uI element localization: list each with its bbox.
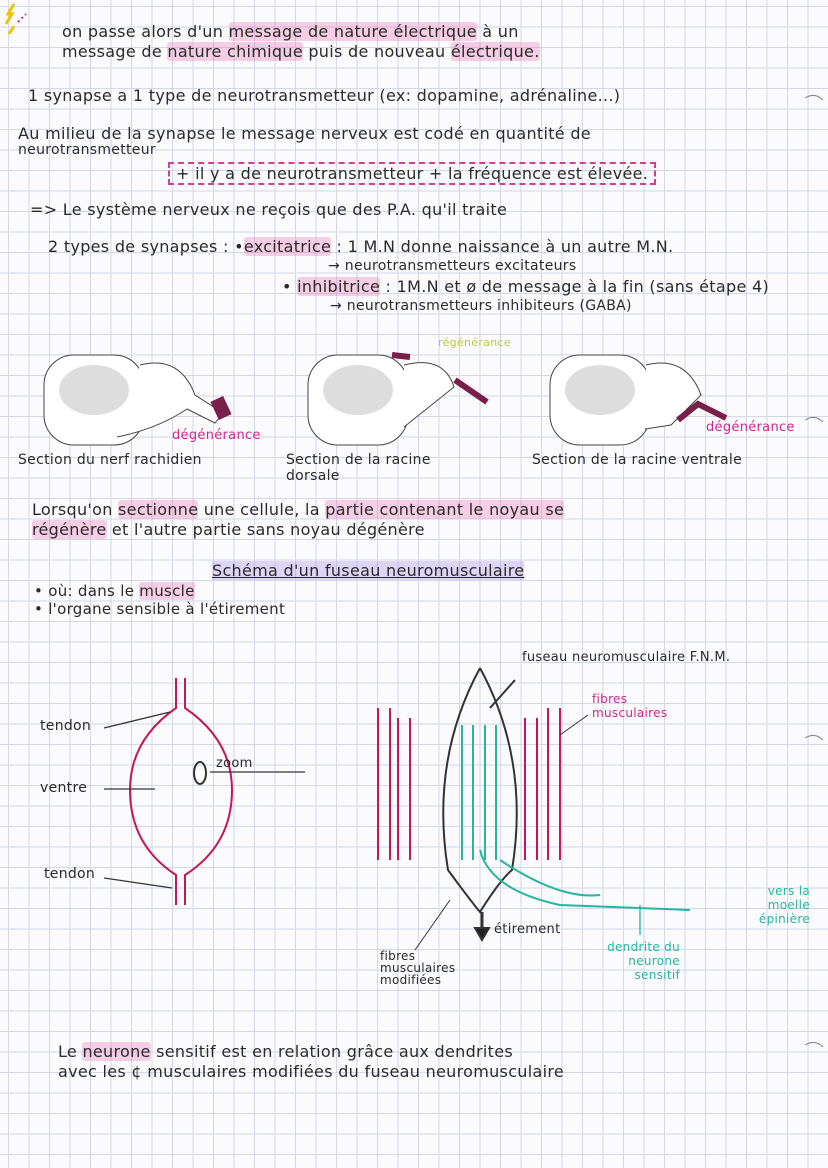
boxed-note: + il y a de neurotransmetteur + la fréquence est élevée. [168, 162, 656, 185]
lightning-icon [6, 4, 26, 34]
highlight: partie contenant le noyau se [325, 500, 565, 519]
label-tendon-top: tendon [40, 718, 92, 734]
label-vers-moelle: vers la moelle épinière [758, 884, 810, 926]
text: et l'autre partie sans noyau dégénère [106, 520, 425, 539]
bullet-2: • l'organe sensible à l'étirement [34, 600, 286, 618]
highlight: message de nature électrique [228, 22, 477, 41]
inh-line: • inhibitrice : 1M.N et ø de message à la fin (sans étape 4) [282, 277, 769, 296]
bullet-1 [34, 582, 195, 600]
text: Le [58, 1042, 83, 1061]
text: une cellule, la [198, 500, 326, 519]
caption-section-3: Section de la racine ventrale [532, 452, 742, 468]
text: : 1 M.N donne naissance à un autre M.N. [336, 237, 674, 256]
exc-arrow: → neurotransmetteurs excitateurs [328, 258, 577, 274]
label-degenerance-1: dégénérance [172, 428, 261, 443]
highlight: muscle [139, 582, 195, 600]
intro-line-1 [62, 22, 519, 41]
modified-fibres [462, 725, 690, 910]
text: 1 synapse a 1 type de [28, 86, 218, 105]
spinal-section-3 [550, 355, 726, 445]
milieu-line-2: neurotransmetteur [18, 142, 156, 158]
label-etirement: étirement [494, 922, 561, 937]
text: (ex: dopamine, adrénaline...) [374, 86, 621, 105]
text: on passe alors d'un [62, 22, 229, 41]
spinal-section-2 [308, 355, 487, 445]
caption-section-2: Section de la racine dorsale [286, 452, 431, 484]
highlight: sectionne [118, 500, 199, 519]
label-dendrite: dendrite du neurone sensitif [607, 940, 680, 982]
synapse-type-line [28, 86, 620, 105]
inh-arrow: → neurotransmetteurs inhibiteurs (GABA) [330, 298, 632, 314]
cellule-line-1 [32, 500, 564, 519]
types-line [48, 237, 673, 256]
text: Lorsqu'on [32, 500, 119, 519]
text: puis de nouveau [302, 42, 451, 61]
muscle-drawing [130, 678, 232, 905]
conclusion-line-2: avec les ¢ musculaires modifiées du fuseau neuromusculaire [58, 1062, 565, 1081]
label-fibres-modifiees: fibres musculaires modifiées [380, 949, 456, 987]
spindle [443, 668, 517, 940]
caption-section-1: Section du nerf rachidien [18, 452, 202, 468]
highlight: inhibitrice [297, 277, 381, 296]
text: sensitif est en relation grâce aux dendrites [150, 1042, 514, 1061]
highlight: régénère [32, 520, 107, 539]
highlight: neurone [82, 1042, 151, 1061]
text: à un [476, 22, 519, 41]
highlight: électrique. [450, 42, 540, 61]
label-degenerance-3: dégénérance [706, 420, 795, 435]
milieu-line-1: Au milieu de la synapse le message nerveux est codé en quantité de [18, 124, 591, 143]
text: 2 types de synapses : • [48, 237, 244, 256]
label-ventre: ventre [40, 780, 88, 796]
text: neurotransmetteur [217, 86, 375, 105]
intro-line-2 [62, 42, 540, 61]
systeme-line: => Le système nerveux ne reçois que des P.A. qu'il traite [30, 200, 508, 219]
label-tendon-bottom: tendon [44, 866, 96, 882]
label-fibres: fibres musculaires [592, 692, 668, 720]
text: • où: dans le [34, 582, 140, 600]
schema-title: Schéma d'un fuseau neuromusculaire [212, 561, 525, 580]
text: message de [62, 42, 168, 61]
cellule-line-2 [32, 520, 425, 539]
highlight: excitatrice [243, 237, 332, 256]
label-regenerance: régénérance [438, 336, 511, 349]
label-fnm: fuseau neuromusculaire F.N.M. [522, 650, 731, 665]
conclusion-line-1 [58, 1042, 513, 1061]
highlight: nature chimique [167, 42, 303, 61]
label-zoom: zoom [216, 756, 253, 771]
text: : 1M.N et ø de message à la fin (sans étape 4) [385, 277, 769, 296]
muscle-fibres [378, 708, 560, 860]
